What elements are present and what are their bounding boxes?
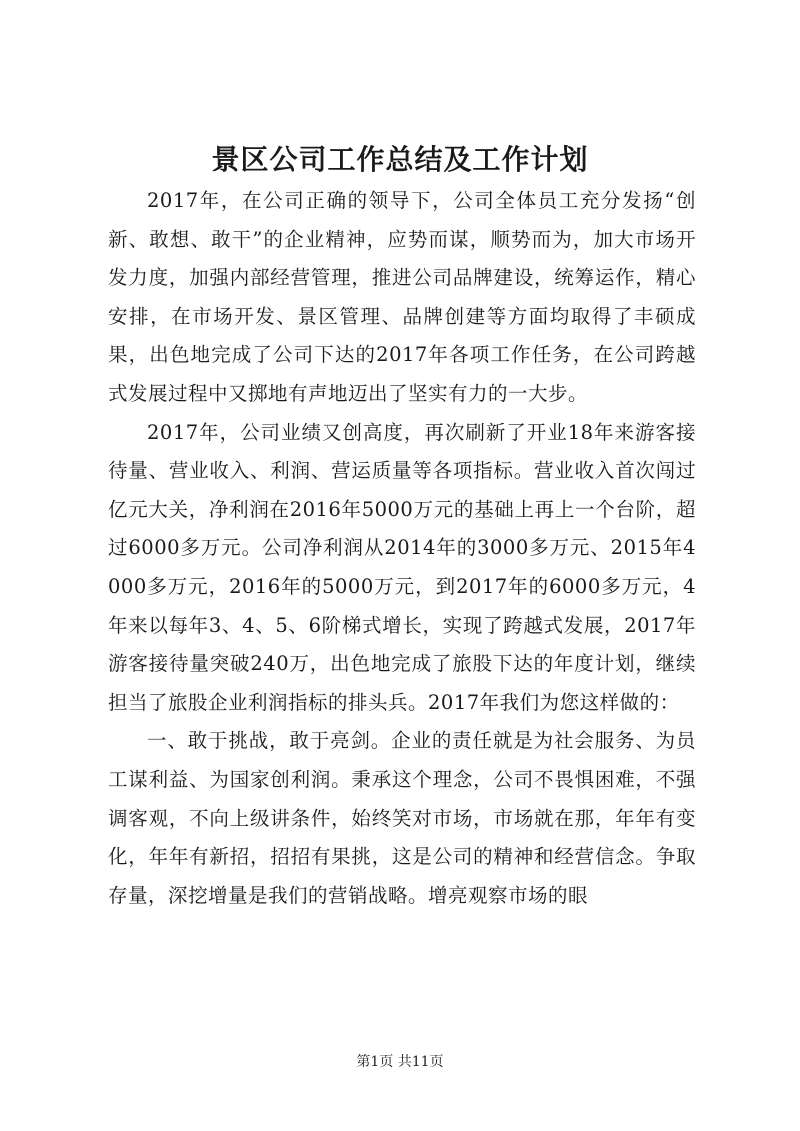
page-number-footer: 第1页 共11页 [356, 1054, 444, 1070]
document-body [108, 182, 696, 915]
document-title: 景区公司工作总结及工作计划 [211, 143, 589, 176]
paragraph-2: 2017年，公司业绩又创高度，再次刷新了开业18年来游客接待量、营业收入、利润、营运质量等各项指标。营业收入首次闯过亿元大关，净利润在2016年5000万元的基础上再上一个台阶，超过6000多万元。公司净利润从2014年的3000多万元、2015年4000多万元，2016年的5000万元，到2017年的6000多万元，4年来以每年3、4、5、6阶梯式增长，实现了跨越式发展，2017年游客接待量突破240万，出色地完成了旅股下达的年度计划，继续担当了旅股企业利润指标的排头兵。2017年我们为您这样做的： [108, 420, 696, 714]
paragraph-3: 一、敢于挑战，敢于亮剑。企业的责任就是为社会服务、为员工谋利益、为国家创利润。秉承这个理念，公司不畏惧困难，不强调客观，不向上级讲条件，始终笑对市场，市场就在那，年年有变化，年年有新招，招招有果挑，这是公司的精神和经营信念。争取存量，深挖增量是我们的营销战略。增亮观察市场的眼 [108, 729, 696, 907]
paragraph-1: 2017年，在公司正确的领导下，公司全体员工充分发扬“创新、敢想、敢干”的企业精神，应势而谋，顺势而为，加大市场开发力度，加强内部经营管理，推进公司品牌建设，统筹运作，精心安排，在市场开发、景区管理、品牌创建等方面均取得了丰硕成果，出色地完成了公司下达的2017年各项工作任务，在公司跨越式发展过程中又掷地有声地迈出了坚实有力的一大步。 [108, 189, 696, 405]
